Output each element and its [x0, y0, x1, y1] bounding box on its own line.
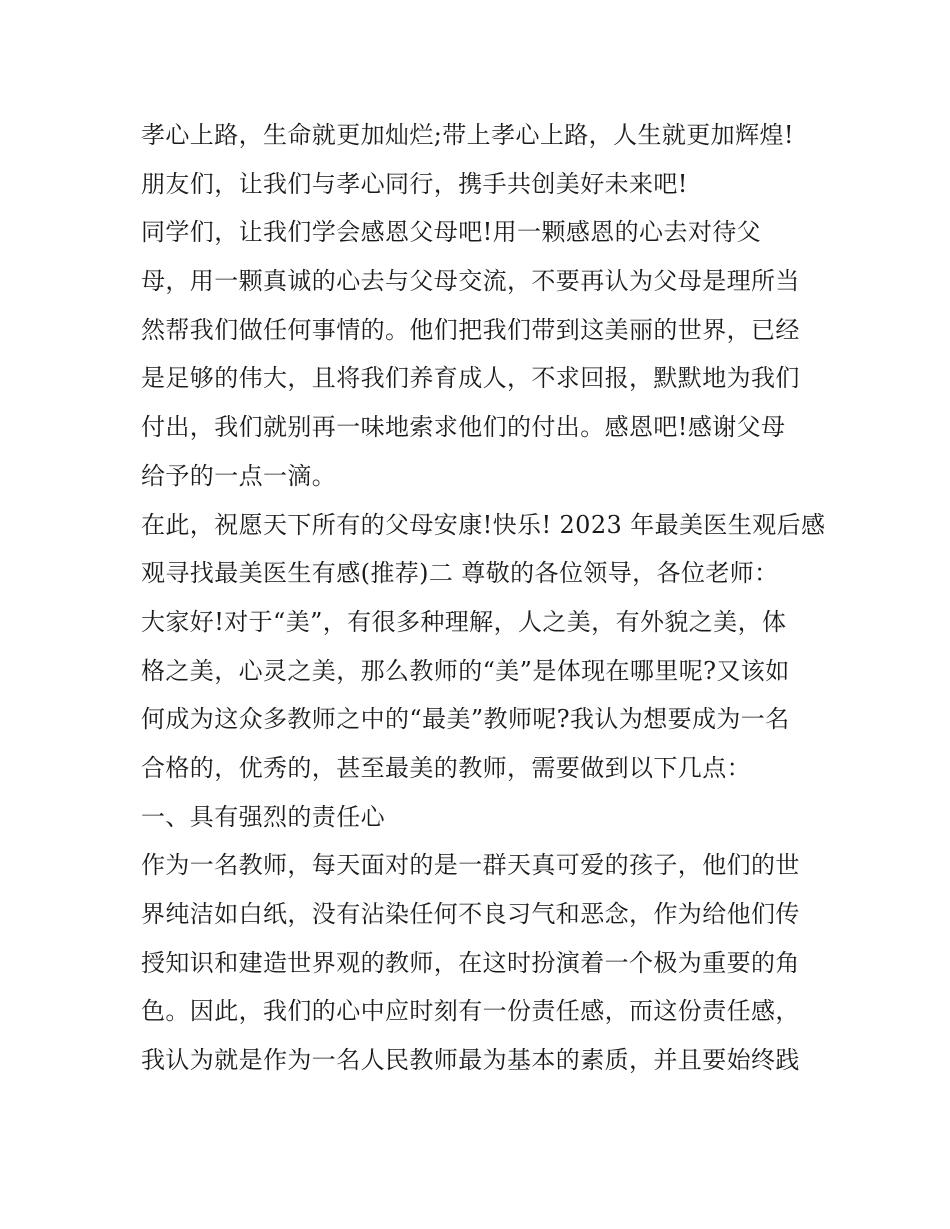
- text-line: 大家好!对于“美”，有很多种理解，人之美，有外貌之美，体: [141, 607, 787, 636]
- text-line: 是足够的伟大，且将我们养育成人，不求回报，默默地为我们: [141, 364, 800, 393]
- text-line: 何成为这众多教师之中的“最美”教师呢?我认为想要成为一名: [141, 705, 790, 734]
- text-line: 朋友们，让我们与孝心同行，携手共创美好未来吧!: [141, 169, 688, 198]
- text-line: 观寻找最美医生有感(推荐)二 尊敬的各位领导，各位老师：: [141, 559, 779, 588]
- text-line: 授知识和建造世界观的教师，在这时扮演着一个极为重要的角: [141, 948, 800, 977]
- text-line: 给予的一点一滴。: [141, 461, 337, 490]
- text-line: 色。因此，我们的心中应时刻有一份责任感，而这份责任感，: [141, 997, 800, 1026]
- document-body: [141, 111, 826, 1085]
- text-line: 格之美，心灵之美，那么教师的“美”是体现在哪里呢?又该如: [141, 656, 790, 685]
- text-line: 界纯洁如白纸，没有沾染任何不良习气和恶念，作为给他们传: [141, 900, 800, 928]
- text-line: 孝心上路，生命就更加灿烂;带上孝心上路，人生就更加辉煌!: [141, 121, 794, 149]
- section-heading: 一、具有强烈的责任心: [141, 802, 385, 831]
- text-line: 然帮我们做任何事情的。他们把我们带到这美丽的世界，已经: [141, 315, 800, 344]
- text-line: 合格的，优秀的，甚至最美的教师，需要做到以下几点：: [141, 753, 751, 782]
- text-line: 付出，我们就别再一味地索求他们的付出。感恩吧!感谢父母: [141, 413, 786, 442]
- text-line: 作为一名教师，每天面对的是一群天真可爱的孩子，他们的世: [141, 851, 800, 880]
- text-line: 我认为就是作为一名人民教师最为基本的素质，并且要始终践: [141, 1046, 800, 1075]
- text-line: 在此，祝愿天下所有的父母安康!快乐! 2023 年最美医生观后感: [141, 510, 826, 539]
- text-line: 同学们，让我们学会感恩父母吧!用一颗感恩的心去对待父: [141, 218, 762, 247]
- text-line: 母，用一颗真诚的心去与父母交流，不要再认为父母是理所当: [141, 267, 800, 296]
